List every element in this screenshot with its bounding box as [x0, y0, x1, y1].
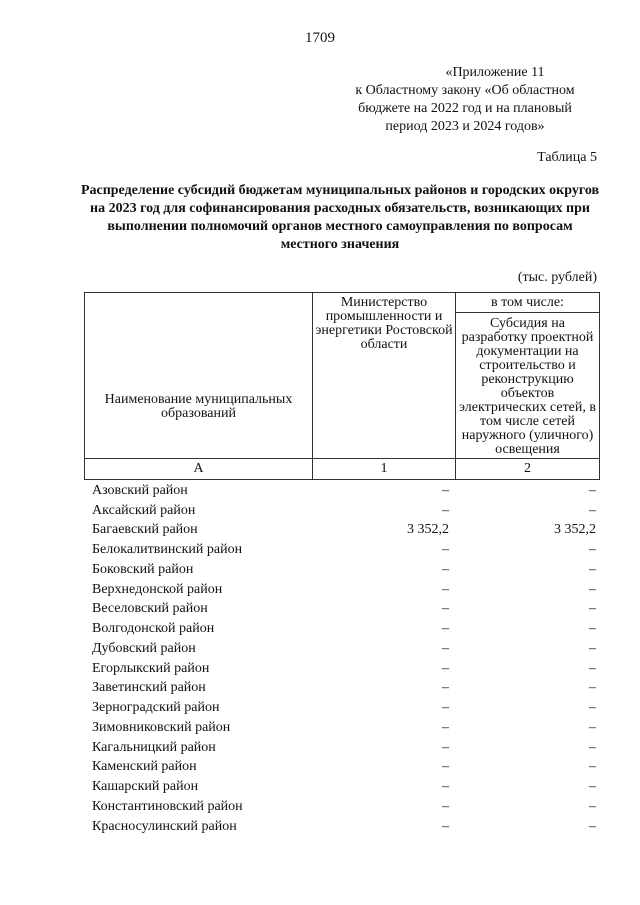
table-row — [84, 560, 600, 580]
subsidy-value: – — [589, 581, 596, 597]
subsidy-value: – — [589, 640, 596, 656]
ministry-value: – — [442, 581, 449, 597]
municipality-name: Аксайский район — [92, 502, 196, 518]
ministry-value: – — [442, 561, 449, 577]
table-row — [84, 481, 600, 501]
table-row — [84, 639, 600, 659]
subsidy-value: – — [589, 561, 596, 577]
ministry-value: – — [442, 759, 449, 775]
table-row — [84, 659, 600, 679]
municipality-name: Зерноградский район — [92, 700, 220, 716]
ministry-value: – — [442, 798, 449, 814]
table-row — [84, 718, 600, 738]
municipality-name: Зимовниковский район — [92, 719, 231, 735]
subsidy-value: – — [589, 798, 596, 814]
municipality-name: Каменский район — [92, 759, 197, 775]
ministry-value: – — [442, 502, 449, 518]
municipality-name: Красносулинский район — [92, 818, 237, 834]
subsidy-value: – — [589, 601, 596, 617]
subsidy-value: – — [589, 621, 596, 637]
municipality-name: Кашарский район — [92, 779, 199, 795]
column-index-a: А — [85, 459, 313, 480]
table-row — [84, 501, 600, 521]
municipality-name: Белокалитвинский район — [92, 542, 243, 558]
subsidy-value: – — [589, 719, 596, 735]
municipality-name: Волгодонской район — [92, 621, 215, 637]
ministry-value: – — [442, 779, 449, 795]
table-body — [84, 481, 600, 837]
column-index-1: 1 — [313, 459, 456, 480]
subsidy-value: – — [589, 779, 596, 795]
ministry-value: – — [442, 621, 449, 637]
appendix-line-2: к Областному закону «Об областном — [355, 83, 575, 98]
subsidy-value: – — [589, 660, 596, 676]
appendix-line-1: «Приложение 11 — [445, 65, 545, 80]
appendix-reference — [330, 64, 600, 136]
municipality-name: Азовский район — [92, 482, 188, 498]
ministry-value: 3 352,2 — [407, 522, 449, 538]
ministry-value: – — [442, 739, 449, 755]
subsidy-value: – — [589, 818, 596, 834]
ministry-value: – — [442, 680, 449, 696]
table-row — [84, 738, 600, 758]
table-row — [84, 777, 600, 797]
municipality-name: Верхнедонской район — [92, 581, 223, 597]
ministry-value: – — [442, 719, 449, 735]
subsidy-value: 3 352,2 — [554, 522, 596, 538]
ministry-value: – — [442, 660, 449, 676]
column-index-2: 2 — [456, 459, 600, 480]
appendix-line-3: бюджете на 2022 год и на плановый — [358, 101, 572, 116]
units-note: (тыс. рублей) — [517, 270, 597, 285]
ministry-value: – — [442, 601, 449, 617]
ministry-value: – — [442, 818, 449, 834]
document-title: Распределение субсидий бюджетам муниципальных районов и городских округов на 2023 год для софинансирования расходных обязательств, возникающих при выполнении полномочий органов местного самоуправления по вопросам местного значения — [80, 183, 600, 252]
page-number: 1709 — [305, 30, 335, 46]
subsidy-value: – — [589, 542, 596, 558]
ministry-value: – — [442, 542, 449, 558]
ministry-value: – — [442, 482, 449, 498]
municipality-name: Боковский район — [92, 561, 194, 577]
table-row — [84, 797, 600, 817]
municipality-name: Константиновский район — [92, 798, 243, 814]
municipality-name: Кагальницкий район — [92, 739, 216, 755]
subsidy-value: – — [589, 482, 596, 498]
column-header-name: Наименование муниципальных образований — [85, 293, 313, 459]
subsidy-value: – — [589, 739, 596, 755]
table-row — [84, 619, 600, 639]
table-label: Таблица 5 — [537, 150, 597, 165]
municipality-name: Дубовский район — [92, 640, 196, 656]
subsidy-value: – — [589, 680, 596, 696]
municipality-name: Веселовский район — [92, 601, 208, 617]
appendix-line-4: период 2023 и 2024 годов» — [385, 119, 545, 134]
ministry-value: – — [442, 700, 449, 716]
column-header-including: в том числе: — [456, 293, 600, 313]
table-header — [84, 292, 600, 480]
municipality-name: Багаевский район — [92, 522, 198, 538]
table-row — [84, 600, 600, 620]
municipality-name: Егорлыкский район — [92, 660, 210, 676]
column-header-ministry: Министерство промышленности и энергетики Ростовской области — [313, 293, 456, 459]
ministry-value: – — [442, 640, 449, 656]
table-row — [84, 580, 600, 600]
table-row — [84, 521, 600, 541]
subsidy-value: – — [589, 759, 596, 775]
column-header-subsidy: Субсидия на разработку проектной документации на строительство и реконструкцию объектов электрических сетей, в том числе сетей наружного (уличного) освещения — [456, 313, 600, 459]
table-row — [84, 698, 600, 718]
municipality-name: Заветинский район — [92, 680, 206, 696]
table-row — [84, 540, 600, 560]
subsidy-value: – — [589, 700, 596, 716]
table-row — [84, 817, 600, 837]
table-row — [84, 758, 600, 778]
subsidy-value: – — [589, 502, 596, 518]
table-row — [84, 679, 600, 699]
